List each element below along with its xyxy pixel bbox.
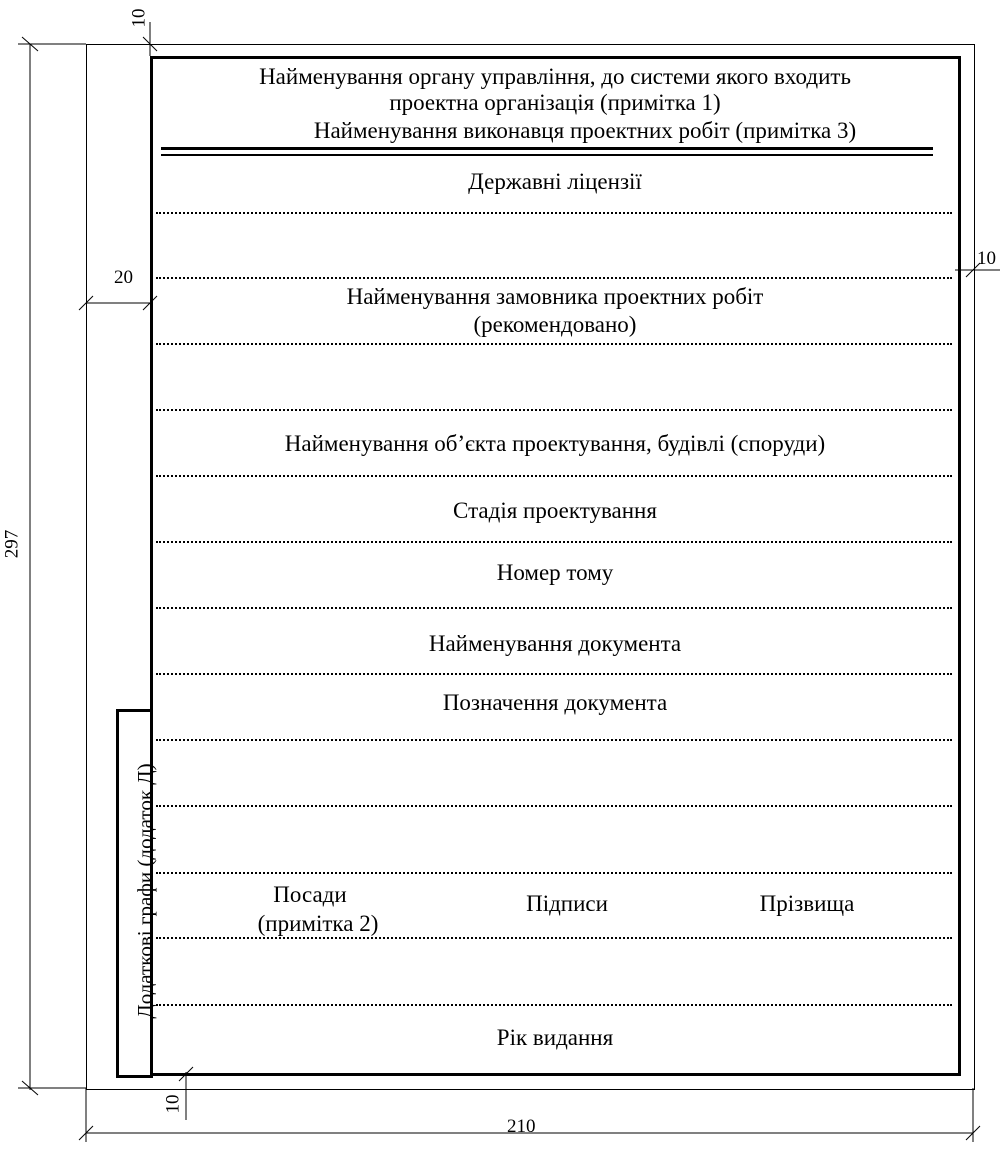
document-name-label: Найменування документа — [428, 631, 682, 656]
right-margin-dimension: 10 — [977, 248, 996, 269]
positions-label: Посади — [273, 882, 347, 907]
positions-note: (примітка 2) — [257, 911, 379, 936]
object-label: Найменування об’єкта проектування, будівлі (споруди) — [284, 431, 826, 456]
signatures-label: Підписи — [526, 891, 608, 916]
left-margin-dimension: 20 — [114, 267, 133, 288]
design-organization-text: проектна організація (примітка 1) — [389, 90, 721, 115]
width-dimension: 210 — [507, 1116, 536, 1137]
top-margin-dimension: 10 — [128, 8, 150, 28]
volume-label: Номер тому — [496, 560, 614, 585]
document-code-label: Позначення документа — [442, 690, 668, 715]
additional-columns-label: Додаткові графи (додаток Д) — [133, 763, 157, 1019]
bottom-margin-dimension: 10 — [162, 1094, 184, 1114]
stage-label: Стадія проектування — [453, 498, 657, 523]
licenses-label: Державні ліцензії — [468, 169, 642, 194]
year-label: Рік видання — [496, 1025, 614, 1050]
customer-label: Найменування замовника проектних робіт — [346, 284, 764, 309]
customer-note: (рекомендовано) — [473, 312, 637, 337]
surnames-label: Прізвища — [759, 891, 855, 916]
height-dimension: 297 — [1, 529, 23, 559]
contractor-text: Найменування виконавця проектних робіт (примітка 3) — [313, 118, 857, 143]
governing-body-text: Найменування органу управління, до системи якого входить — [259, 64, 851, 89]
